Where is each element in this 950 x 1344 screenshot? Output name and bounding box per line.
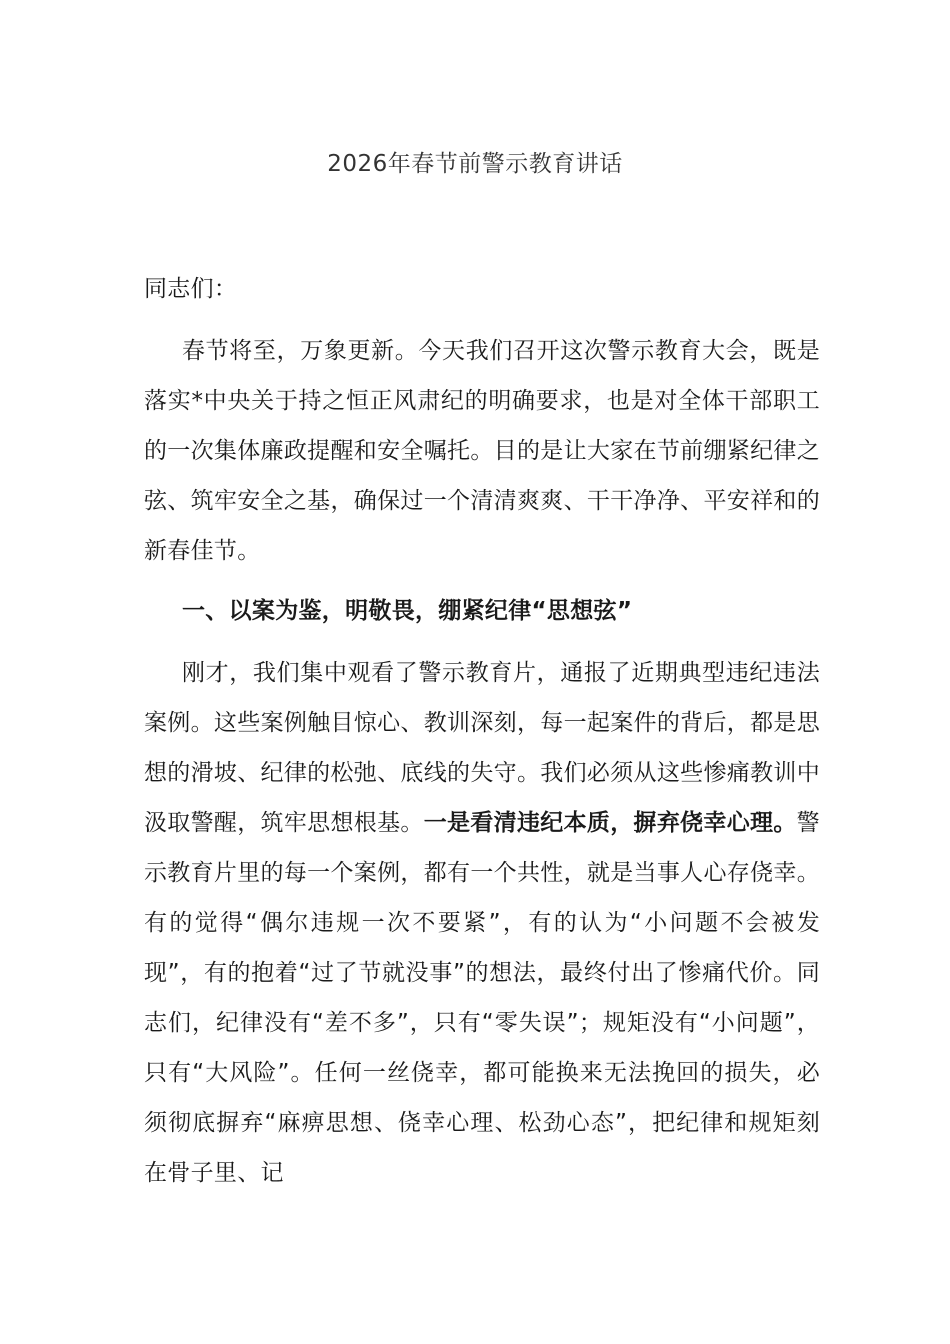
document-title: 2026年春节前警示教育讲话	[327, 151, 623, 177]
section-paragraph-bold-point: 一是看清违纪本质，摒弃侥幸心理。	[423, 810, 797, 836]
section-paragraph-text-1: 刚才，我们集中观看了警示教育片，通报了近期典型违纪违法案例。这些案例触目惊心、教训深刻，每一起案件的背后，都是思想的滑坡、纪律的松弛、底线的失守。我们必须从这些惨痛教训中汲取警醒，筑牢思想根基。	[144, 660, 820, 836]
section-paragraph-text-2: 警示教育片里的每一个案例，都有一个共性，就是当事人心存侥幸。有的觉得“偶尔违规一次不要紧”，有的认为“小问题不会被发现”，有的抱着“过了节就没事”的想法，最终付出了惨痛代价。同志们，纪律没有“差不多”，只有“零失误”；规矩没有“小问题”，只有“大风险”。任何一丝侥幸，都可能换来无法挽回的损失，必须彻底摒弃“麻痹思想、侥幸心理、松劲心态”，把纪律和规矩刻在骨子里、记	[144, 810, 820, 1186]
section-paragraph	[144, 648, 820, 1198]
section-heading: 一、以案为鉴，明敬畏，绷紧纪律“思想弦”	[182, 598, 633, 624]
salutation: 同志们：	[144, 276, 238, 302]
intro-paragraph: 春节将至，万象更新。今天我们召开这次警示教育大会，既是落实*中央关于持之恒正风肃纪的明确要求，也是对全体干部职工的一次集体廉政提醒和安全嘱托。目的是让大家在节前绷紧纪律之弦、筑牢安全之基，确保过一个清清爽爽、干干净净、平安祥和的新春佳节。	[144, 338, 820, 564]
